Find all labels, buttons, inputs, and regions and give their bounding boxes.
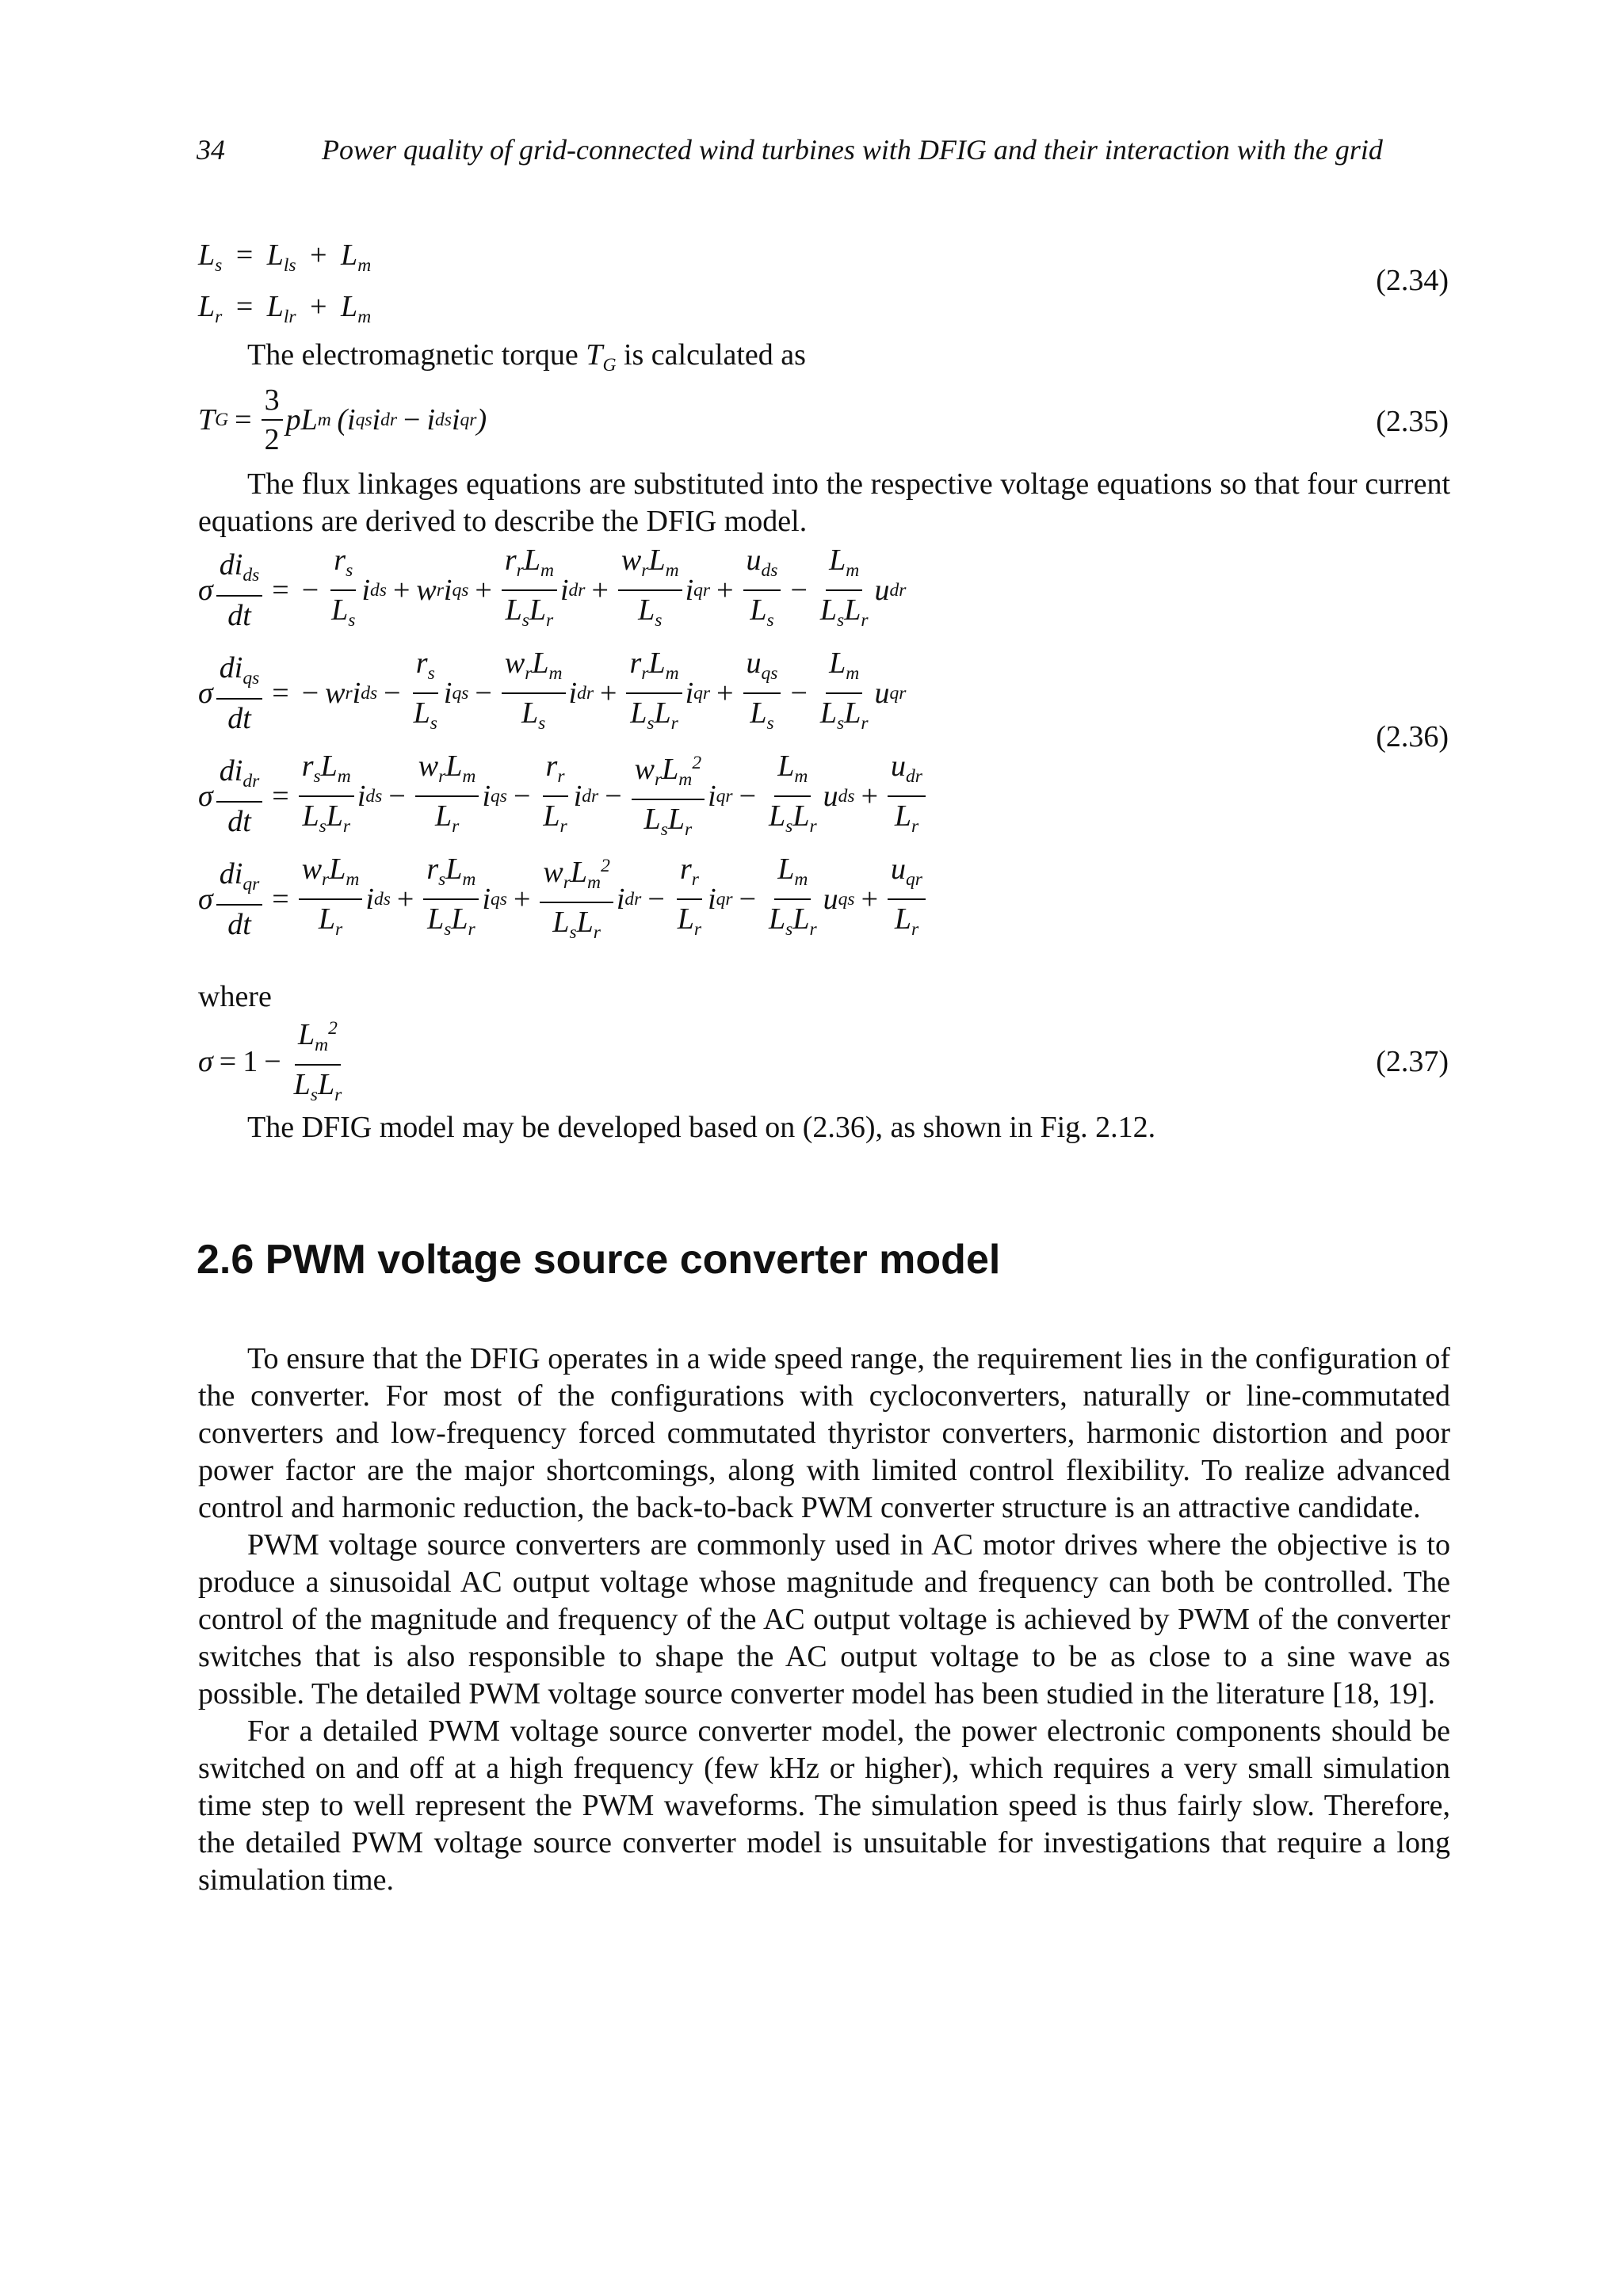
torque-intro-text: The electromagnetic torque [247, 338, 579, 372]
equation-torque: T G = $\frac{3}{2}$ pL m (i qs i dr − i ds i qr ) [198, 383, 487, 456]
body-paragraphs [198, 1341, 1450, 1899]
equation-sigma: σ = 1 − $\frac{L_m^2}{L_sL_r}$ [198, 1018, 348, 1105]
equation-ls: $L_s = L_{ls} + L_m$ [198, 238, 372, 277]
equation-iqs: σ $\frac{di_{qs}}{dt}$ = − w r i ds − $\frac{r_s}{L_s}$ i qs − $\frac{w_rL_m}{L_s}$ i dr + $\frac{r_rL_m}{L_sL_r}$ i qr + $\frac{u_{qs}}{L_s}$ − $\frac{L_m}{L_sL_r}$ u qr [198, 646, 907, 735]
equation-number-2-36: (2.36) [1376, 720, 1449, 753]
equation-number-2-35: (2.35) [1376, 405, 1449, 438]
equation-number-2-37: (2.37) [1376, 1045, 1449, 1078]
equation-ids: σ $\frac{di_{ds}}{dt}$ = − $\frac{r_s}{L_s}$ i ds + w r i qs + $\frac{r_rL_m}{L_sL_r}$ i dr + $\frac{w_rL_m}{L_s}$ i qr + $\frac{u_{ds}}{L_s}$ − $\frac{L_m}{L_sL_r}$ u dr [198, 543, 907, 632]
paragraph-2: PWM voltage source converters are commonly used in AC motor drives where the objective is to produce a sinusoidal AC output voltage whose magnitude and frequency can both be controlled. The control of the magnitude and frequency of the AC output voltage is achieved by PWM of the converter switches that is also responsible to shape the AC output voltage to be as close to a sine wave as possible. The detailed PWM voltage source converter model has been studied in the literature [18, 19]. [198, 1528, 1450, 1711]
torque-intro-line: The electromagnetic torque $T_G$ is calculated as [247, 338, 806, 376]
torque-tail-text: is calculated as [623, 338, 806, 372]
where-label: where [198, 980, 272, 1013]
dfig-model-line: The DFIG model may be developed based on (2.36), as shown in Fig. 2.12. [247, 1111, 1156, 1144]
paragraph-1: To ensure that the DFIG operates in a wide speed range, the requirement lies in the configuration of the converter. For most of the configurations with cycloconverters, naturally or line-commutated converters and low-frequency forced commutated thyristor converters, harmonic distortion and poor power factor are the major shortcomings, along with limited control flexibility. To realize advanced control and harmonic reduction, the back-to-back PWM converter structure is an attractive candidate. [198, 1342, 1450, 1524]
equation-idr: σ $\frac{di_{dr}}{dt}$ = $\frac{r_sL_m}{L_sL_r}$ i ds − $\frac{w_rL_m}{L_r}$ i qs − $\frac{r_r}{L_r}$ i dr − $\frac{w_rL_m^2}{L_sL_r}$ i qr − $\frac{L_m}{L_sL_r}$ u ds + $\frac{u_{dr}}{L_r}$ [198, 753, 929, 840]
equation-lr: $L_r = L_{lr} + L_m$ [198, 290, 372, 328]
running-title: Power quality of grid-connected wind turbines with DFIG and their interaction with the grid [322, 134, 1383, 166]
flux-paragraph: The flux linkages equations are substituted into the respective voltage equations so that four current equations are derived to describe the DFIG model. [198, 467, 1450, 538]
paragraph-3: For a detailed PWM voltage source converter model, the power electronic components should be switched on and off at a high frequency (few kHz or higher), which requires a very small simulation time step to well represent the PWM waveforms. The simulation speed is thus fairly slow. Therefore, the detailed PWM voltage source converter model is unsuitable for investigations that require a long simulation time. [198, 1714, 1450, 1897]
equation-number-2-34: (2.34) [1376, 264, 1449, 297]
section-heading: 2.6 PWM voltage source converter model [197, 1237, 1001, 1283]
equation-iqr: σ $\frac{di_{qr}}{dt}$ = $\frac{w_rL_m}{L_r}$ i ds + $\frac{r_sL_m}{L_sL_r}$ i qs + $\frac{w_rL_m^2}{L_sL_r}$ i dr − $\frac{r_r}{L_r}$ i qr − $\frac{L_m}{L_sL_r}$ u qs + $\frac{u_{qr}}{L_r}$ [198, 856, 929, 943]
page-number: 34 [197, 134, 225, 166]
